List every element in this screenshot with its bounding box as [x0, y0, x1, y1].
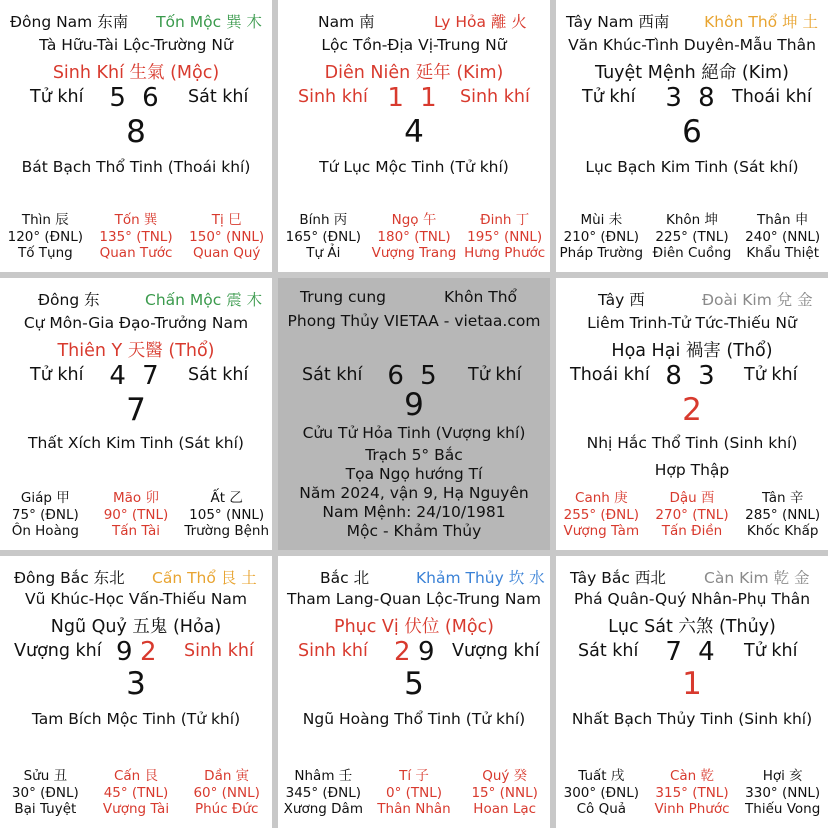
sub-mountain: Mùi 未 210° (ĐNL) Pháp Trường [559, 212, 644, 261]
sub-mountain: Hợi 亥 330° (NNL) Thiếu Vong [745, 768, 821, 817]
mountain-water-stars: 5 6 [109, 83, 163, 113]
sub-mountain: Thân 申 240° (NNL) Khẩu Thiệt [745, 212, 821, 261]
sub-mountain: Ngọ 午 180° (TNL) Vượng Trang [371, 212, 457, 261]
water-star: 9 [418, 637, 439, 667]
period-star: 7 [126, 392, 146, 428]
element-label: Khảm Thủy 坎 水 [416, 569, 545, 587]
sub-mountain: Ất 乙 105° (NNL) Trường Bệnh [184, 490, 270, 539]
star-line: Tà Hữu-Tài Lộc-Trường Nữ [39, 36, 233, 54]
period-star: 4 [404, 114, 424, 150]
house-gua: Khôn Thổ [444, 288, 517, 306]
palace-name: Lục Sát 六煞 (Thủy) [608, 617, 776, 637]
direction-label: Tây Nam 西南 [566, 13, 670, 31]
sub-mountains [556, 212, 828, 262]
period-star: 3 [126, 666, 146, 702]
star-name: Bát Bạch Thổ Tinh (Thoái khí) [21, 158, 251, 176]
right-qi-label: Sát khí [188, 365, 249, 385]
element-label: Càn Kim 乾 金 [704, 569, 810, 587]
star-line: Cự Môn-Gia Đạo-Trưởng Nam [23, 314, 249, 332]
period-star: 6 [682, 114, 702, 150]
left-qi-label: Sát khí [578, 641, 639, 661]
left-qi-label: Vượng khí [14, 641, 102, 661]
right-qi-label: Tử khí [744, 365, 798, 385]
sub-mountain: Tốn 巽 135° (TNL) Quan Tước [99, 212, 173, 261]
element-label: Ly Hỏa 離 火 [434, 13, 527, 31]
element-label: Đoài Kim 兌 金 [702, 291, 813, 309]
water-star: 2 [140, 637, 161, 667]
mountain-water-stars: 4 7 [109, 361, 163, 391]
sub-mountain: Tị 巳 150° (NNL) Quan Quý [189, 212, 265, 261]
palace-east[interactable] [0, 278, 272, 550]
center-label: Trung cung [300, 288, 386, 306]
left-qi-label: Tử khí [30, 365, 84, 385]
sub-mountain: Sửu 丑 30° (ĐNL) Bại Tuyệt [11, 768, 79, 817]
site-credit: Phong Thủy VIETAA - vietaa.com [287, 312, 541, 330]
sub-mountain: Dần 寅 60° (NNL) Phúc Đức [193, 768, 260, 817]
palace-name: Tuyệt Mệnh 絕命 (Kim) [595, 63, 789, 83]
right-qi-label: Sinh khí [184, 641, 254, 661]
sub-mountain: Bính 丙 165° (ĐNL) Tự Ải [285, 212, 362, 261]
sub-mountains [278, 768, 550, 818]
left-qi-label: Tử khí [30, 87, 84, 107]
palace-north[interactable] [278, 556, 550, 828]
sub-mountains [0, 212, 272, 262]
sub-mountain: Nhâm 壬 345° (ĐNL) Xương Dâm [283, 768, 363, 817]
star-name: Nhất Bạch Thủy Tinh (Sinh khí) [571, 710, 813, 728]
element-label: Tốn Mộc 巽 木 [156, 13, 262, 31]
sub-mountain: Tí 子 0° (TNL) Thân Nhân [377, 768, 451, 817]
period-star: 5 [404, 666, 424, 702]
palace-name: Thiên Y 天醫 (Thổ) [57, 341, 215, 361]
star-line: Phá Quân-Quý Nhân-Phụ Thân [573, 590, 811, 608]
element-label: Chấn Mộc 震 木 [145, 291, 263, 309]
sub-mountain: Tuất 戌 300° (ĐNL) Cô Quả [563, 768, 640, 817]
period-star: 1 [682, 666, 702, 702]
sub-mountains [556, 490, 828, 540]
mountain-star: 2 [394, 637, 415, 667]
star-name: Thất Xích Kim Tinh (Sát khí) [28, 434, 244, 452]
mountain-water-stars: 6 5 [387, 361, 441, 391]
left-qi-label: Sinh khí [298, 87, 368, 107]
direction-label: Nam 南 [318, 13, 375, 31]
combination-note: Hợp Thập [654, 461, 730, 479]
direction-label: Đông Nam 东南 [10, 13, 129, 31]
sub-mountains [0, 768, 272, 818]
star-line: Liêm Trinh-Tử Tức-Thiếu Nữ [587, 314, 797, 332]
sub-mountain: Đinh 丁 195° (NNL) Hưng Phước [464, 212, 546, 261]
mountain-water-stars: 7 4 [665, 637, 719, 667]
mountain-water-stars: 8 3 [665, 361, 719, 391]
direction-label: Bắc 北 [320, 569, 370, 587]
palace-name: Họa Hại 禍害 (Thổ) [611, 341, 773, 361]
period-star: 8 [126, 114, 146, 150]
star-name: Ngũ Hoàng Thổ Tinh (Tử khí) [302, 710, 526, 728]
star-line: Văn Khúc-Tình Duyên-Mẫu Thân [568, 36, 816, 54]
mountain-water-stars: 3 8 [665, 83, 719, 113]
sub-mountain: Khôn 坤 225° (TNL) Điên Cuồng [652, 212, 732, 261]
direction-label: Tây 西 [598, 291, 645, 309]
sub-mountain: Cấn 艮 45° (TNL) Vượng Tài [102, 768, 170, 817]
sub-mountain: Giáp 甲 75° (ĐNL) Ôn Hoàng [11, 490, 79, 539]
palace-southeast[interactable] [0, 0, 272, 272]
palace-name: Phục Vị 伏位 (Mộc) [334, 617, 494, 637]
star-line: Vũ Khúc-Học Vấn-Thiếu Nam [24, 590, 248, 608]
sub-mountain: Canh 庚 255° (ĐNL) Vượng Tàm [563, 490, 640, 539]
direction-label: Đông 东 [38, 291, 100, 309]
star-line: Tham Lang-Quan Lộc-Trung Nam [286, 590, 542, 608]
left-qi-label: Tử khí [582, 87, 636, 107]
palace-southwest[interactable] [556, 0, 828, 272]
sub-mountain: Thìn 辰 120° (ĐNL) Tố Tụng [7, 212, 84, 261]
sub-mountain: Tân 辛 285° (NNL) Khốc Khấp [745, 490, 821, 539]
palace-west[interactable] [556, 278, 828, 550]
left-qi-label: Thoái khí [570, 365, 650, 385]
palace-northeast[interactable] [0, 556, 272, 828]
palace-center[interactable] [278, 278, 550, 550]
star-line: Lộc Tồn-Địa Vị-Trung Nữ [321, 36, 507, 54]
direction-label: Đông Bắc 东北 [14, 569, 125, 587]
palace-name: Ngũ Quỷ 五鬼 (Hỏa) [50, 617, 222, 637]
left-qi-label: Sinh khí [298, 641, 368, 661]
direction-label: Tây Bắc 西北 [570, 569, 666, 587]
sub-mountain: Dậu 酉 270° (TNL) Tấn Điền [655, 490, 729, 539]
right-qi-label: Tử khí [744, 641, 798, 661]
sub-mountains [0, 490, 272, 540]
period-star: 2 [682, 392, 702, 428]
star-name: Lục Bạch Kim Tinh (Sát khí) [585, 158, 799, 176]
period-star: 9 [404, 387, 424, 423]
star-name: Tứ Lục Mộc Tinh (Tử khí) [319, 158, 509, 176]
right-qi-label: Thoái khí [732, 87, 812, 107]
sub-mountains [278, 212, 550, 262]
right-qi-label: Vượng khí [452, 641, 540, 661]
element-label: Khôn Thổ 坤 土 [704, 13, 818, 31]
right-qi-label: Sát khí [188, 87, 249, 107]
star-name: Tam Bích Mộc Tinh (Tử khí) [31, 710, 241, 728]
right-qi-label: Sinh khí [460, 87, 530, 107]
palace-name: Sinh Khí 生氣 (Mộc) [52, 63, 220, 83]
element-label: Cấn Thổ 艮 土 [152, 569, 257, 587]
sub-mountain: Quý 癸 15° (NNL) Hoan Lạc [471, 768, 538, 817]
palace-south[interactable] [278, 0, 550, 272]
star-name: Nhị Hắc Thổ Tinh (Sinh khí) [586, 434, 798, 452]
left-qi-label: Sát khí [302, 365, 363, 385]
sub-mountain: Càn 乾 315° (TNL) Vinh Phước [654, 768, 730, 817]
mountain-star: 9 [116, 637, 137, 667]
sub-mountain: Mão 卯 90° (TNL) Tấn Tài [103, 490, 169, 539]
sub-mountains [556, 768, 828, 818]
right-qi-label: Tử khí [468, 365, 522, 385]
palace-northwest[interactable] [556, 556, 828, 828]
mountain-water-stars: 1 1 [387, 83, 441, 113]
palace-name: Diên Niên 延年 (Kim) [324, 63, 504, 83]
house-info: Trạch 5° Bắc Tọa Ngọ hướng Tí Năm 2024, vận 9, Hạ Nguyên Nam Mệnh: 24/10/1981 Mộc - Khảm Thủy [299, 446, 529, 540]
star-name: Cửu Tử Hỏa Tinh (Vượng khí) [302, 424, 526, 442]
